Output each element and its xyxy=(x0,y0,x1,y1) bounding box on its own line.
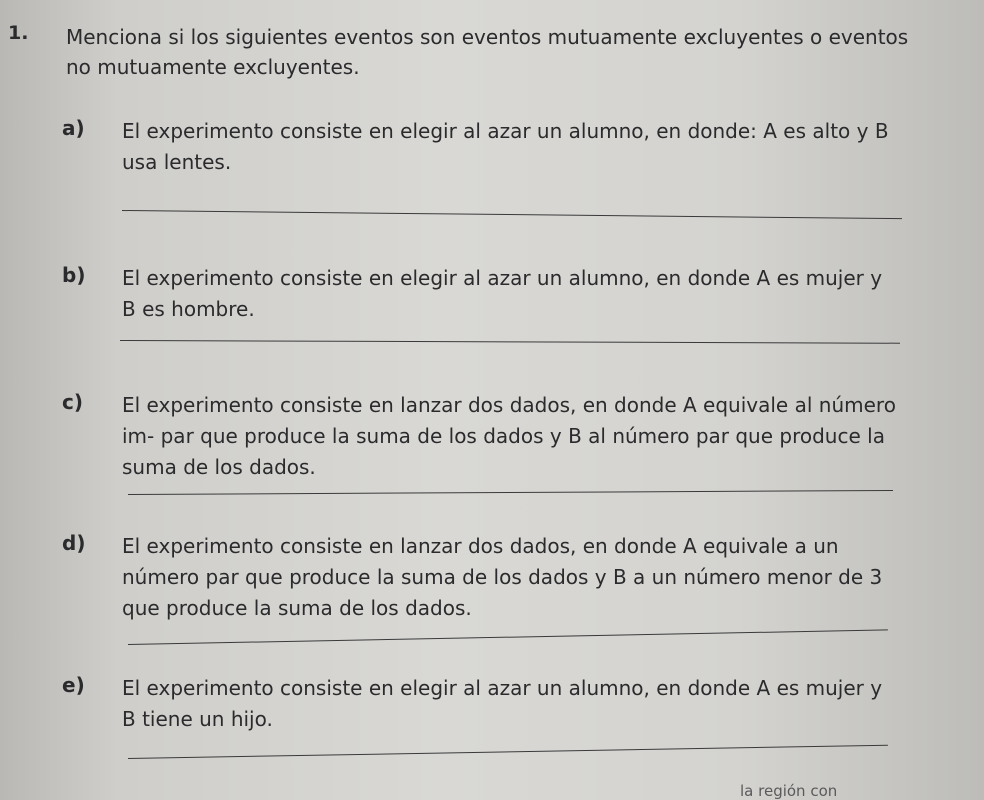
question-prompt: Menciona si los siguientes eventos son eventos mutuamente excluyentes o eventos no mutuamente excluyentes. xyxy=(66,25,909,79)
answer-line-d[interactable] xyxy=(128,629,888,645)
item-text: El experimento consiste en lanzar dos dados, en donde A equivale a un número par que produce la suma de los dados y B a un número menor de 3 que produce la suma de los dados. xyxy=(122,534,883,620)
answer-line-b[interactable] xyxy=(120,340,900,344)
item-text: El experimento consiste en lanzar dos dados, en donde A equivale al número im- par que produce la suma de los dados y B al número par que produce la suma de los dados. xyxy=(122,393,896,479)
item-letter: e) xyxy=(62,673,85,697)
answer-line-a[interactable] xyxy=(122,210,902,219)
question-number: 1. xyxy=(8,22,29,44)
item-text: El experimento consiste en elegir al azar un alumno, en donde A es mujer y B es hombre. xyxy=(122,266,883,321)
item-letter: d) xyxy=(62,531,86,555)
item-text: El experimento consiste en elegir al azar un alumno, en donde: A es alto y B usa lentes. xyxy=(122,119,889,174)
item-text: El experimento consiste en elegir al azar un alumno, en donde A es mujer y B tiene un hijo. xyxy=(122,676,883,731)
answer-line-c[interactable] xyxy=(128,490,893,495)
item-letter: a) xyxy=(62,116,85,140)
item-letter: b) xyxy=(62,263,86,287)
answer-line-e[interactable] xyxy=(128,745,888,759)
footer-text-fragment: la región con xyxy=(740,782,838,800)
item-letter: c) xyxy=(62,390,83,414)
